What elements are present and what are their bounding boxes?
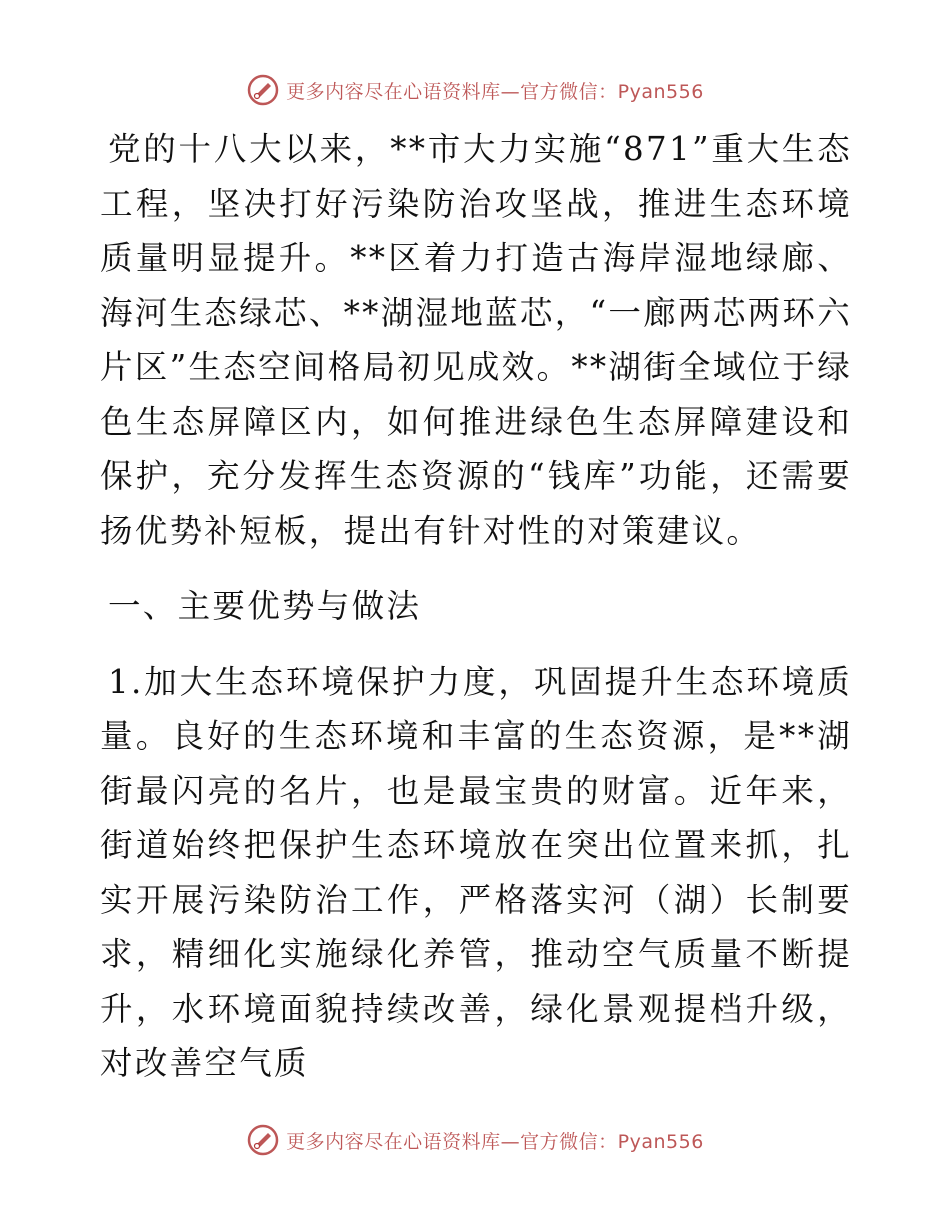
watermark-logo-icon <box>246 73 280 107</box>
watermark-logo-icon <box>246 1123 280 1157</box>
section-heading: 一、主要优势与做法 <box>108 587 422 625</box>
intro-paragraph: 党的十八大以来，**市大力实施“871”重大生态工程，坚决打好污染防治攻坚战，推进生态环境质量明显提升。**区着力打造古海岸湿地绿廊、海河生态绿芯、**湖湿地蓝芯，“一廊两芯两环六片区”生态空间格局初见成效。**湖街全域位于绿色生态屏障区内，如何推进绿色生态屏障建设和保护，充分发挥生态资源的“钱库”功能，还需要扬优势补短板，提出有针对性的对策建议。 <box>100 130 853 550</box>
watermark-text: 更多内容尽在心语资料库—官方微信：Pyan556 <box>286 1130 704 1153</box>
watermark-footer <box>0 1120 950 1160</box>
watermark-header <box>0 70 950 110</box>
watermark-text: 更多内容尽在心语资料库—官方微信：Pyan556 <box>286 80 704 103</box>
item-1-paragraph: 1.加大生态环境保护力度，巩固提升生态环境质量。良好的生态环境和丰富的生态资源，是**湖街最闪亮的名片，也是最宝贵的财富。近年来，街道始终把保护生态环境放在突出位置来抓，扎实开展污染防治工作，严格落实河（湖）长制要求，精细化实施绿化养管，推动空气质量不断提升，水环境面貌持续改善，绿化景观提档升级，对改善空气质 <box>100 662 852 1082</box>
document-body <box>100 122 852 1091</box>
